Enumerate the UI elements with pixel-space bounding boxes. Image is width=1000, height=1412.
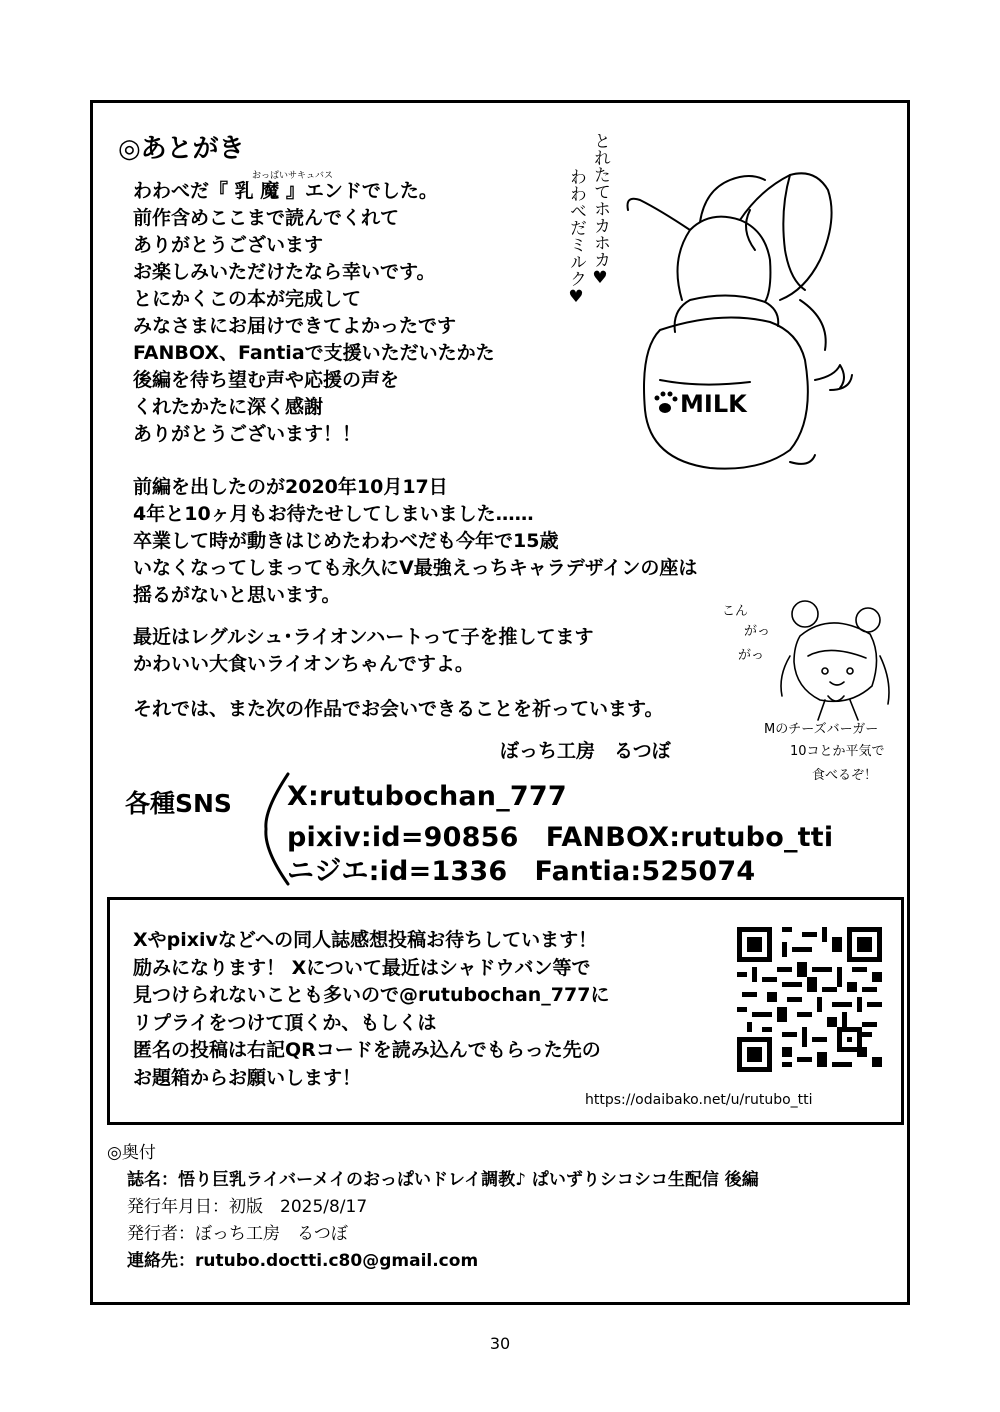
- character-sketch: [770, 596, 900, 721]
- sns-pixiv-fanbox[interactable]: pixiv:id=90856 FANBOX:rutubo_tti: [287, 822, 834, 853]
- paw-icon: [655, 392, 678, 414]
- sns-nijie-fantia[interactable]: ニジエ:id=1336 Fantia:525074: [287, 856, 756, 887]
- feedback-line: リプライをつけて頂くか、もしくは: [133, 1011, 437, 1034]
- afterword-line: 卒業して時が動きはじめたわわべだも今年で15歳: [133, 530, 559, 552]
- vertical-note-fresh: とれたてホカホカ♥: [590, 132, 610, 288]
- feedback-line: 見つけられないことも多いので@rutubochan_777に: [133, 984, 610, 1006]
- signature: ぼっち工房 るつぼ: [500, 740, 671, 762]
- feedback-line: お題箱からお願いします！: [133, 1066, 362, 1089]
- sns-x-account[interactable]: X:rutubochan_777: [287, 781, 567, 812]
- afterword-line: 前編を出したのが2020年10月17日: [133, 476, 448, 498]
- afterword-paragraph-1: [133, 178, 495, 448]
- vertical-note-milk: わわべだミルク♥: [566, 168, 586, 307]
- ruby-annotation: おっぱいサキュバス: [252, 171, 334, 181]
- afterword-line: いなくなってしまっても永久にV最強えっちキャラデザインの座は: [133, 557, 698, 579]
- afterword-line: わわべだ『 乳 魔 』エンドでした。: [133, 180, 438, 202]
- afterword-line: とにかくこの本が完成して: [133, 288, 362, 310]
- feedback-line: 励みになります！ Xについて最近はシャドウバン等で: [133, 956, 591, 979]
- afterword-line: かわいい大食いライオンちゃんですよ。: [133, 653, 474, 675]
- milk-bottle-illustration: [600, 150, 860, 480]
- qr-code[interactable]: [737, 927, 882, 1072]
- character-note-line-2: 10コとか平気で: [790, 744, 885, 759]
- afterword-line: お楽しみいただけたなら幸いです。: [133, 261, 436, 283]
- colophon-heading: ◎奥付: [107, 1143, 156, 1163]
- afterword-paragraph-2: [133, 474, 697, 609]
- feedback-line: 匿名の投稿は右記QRコードを読み込んでもらった先の: [133, 1039, 601, 1061]
- afterword-paragraph-3: [133, 624, 593, 678]
- afterword-line: FANBOX、Fantiaで支援いただいたかた: [133, 342, 495, 364]
- afterword-line: ありがとうございます: [133, 234, 324, 256]
- odaibako-url[interactable]: https://odaibako.net/u/rutubo_tti: [585, 1092, 813, 1108]
- sns-label: 各種SNS: [125, 789, 232, 818]
- colophon-publisher: 発行者：ぼっち工房 るつぼ: [127, 1224, 348, 1244]
- afterword-line: 揺るがないと思います。: [133, 584, 341, 606]
- colophon-contact[interactable]: 連絡先：rutubo.doctti.c80@gmail.com: [127, 1251, 479, 1271]
- afterword-line: 前作含めここまで読んでくれて: [133, 207, 400, 229]
- afterword-line: ありがとうございます！！: [133, 423, 362, 445]
- colophon-title: 誌名：悟り巨乳ライバーメイのおっぱいドレイ調教♪ ぱいずりシコシコ生配信 後編: [127, 1170, 759, 1190]
- colophon: [107, 1140, 759, 1275]
- sound-note-2: がっ: [744, 624, 771, 639]
- sound-note-3: がっ: [738, 648, 765, 663]
- afterword-line: 後編を待ち望む声や応援の声を: [133, 369, 400, 391]
- afterword-line: 最近はレグルシュ･ライオンハートって子を推してます: [133, 626, 594, 648]
- afterword-line: くれたかたに深く感謝: [133, 396, 324, 418]
- afterword-line: 4年と10ヶ月もお待たせしてしまいました……: [133, 503, 534, 525]
- character-note-line-1: Mのチーズバーガー: [764, 722, 879, 737]
- afterword-closing: それでは、また次の作品でお会いできることを祈っています。: [133, 698, 664, 720]
- feedback-text: [133, 927, 609, 1092]
- milk-label: MILK: [680, 390, 747, 418]
- page-number: 30: [489, 1334, 511, 1353]
- feedback-line: Xやpixivなどへの同人誌感想投稿お待ちしています！: [133, 929, 598, 951]
- character-note-line-3: 食べるぞ！: [812, 768, 878, 783]
- colophon-date: 発行年月日：初版 2025/8/17: [127, 1197, 368, 1217]
- afterword-line: みなさまにお届けできてよかったです: [133, 315, 457, 337]
- sound-note-1: こん: [722, 604, 749, 619]
- afterword-heading: ◎あとがき: [118, 134, 245, 164]
